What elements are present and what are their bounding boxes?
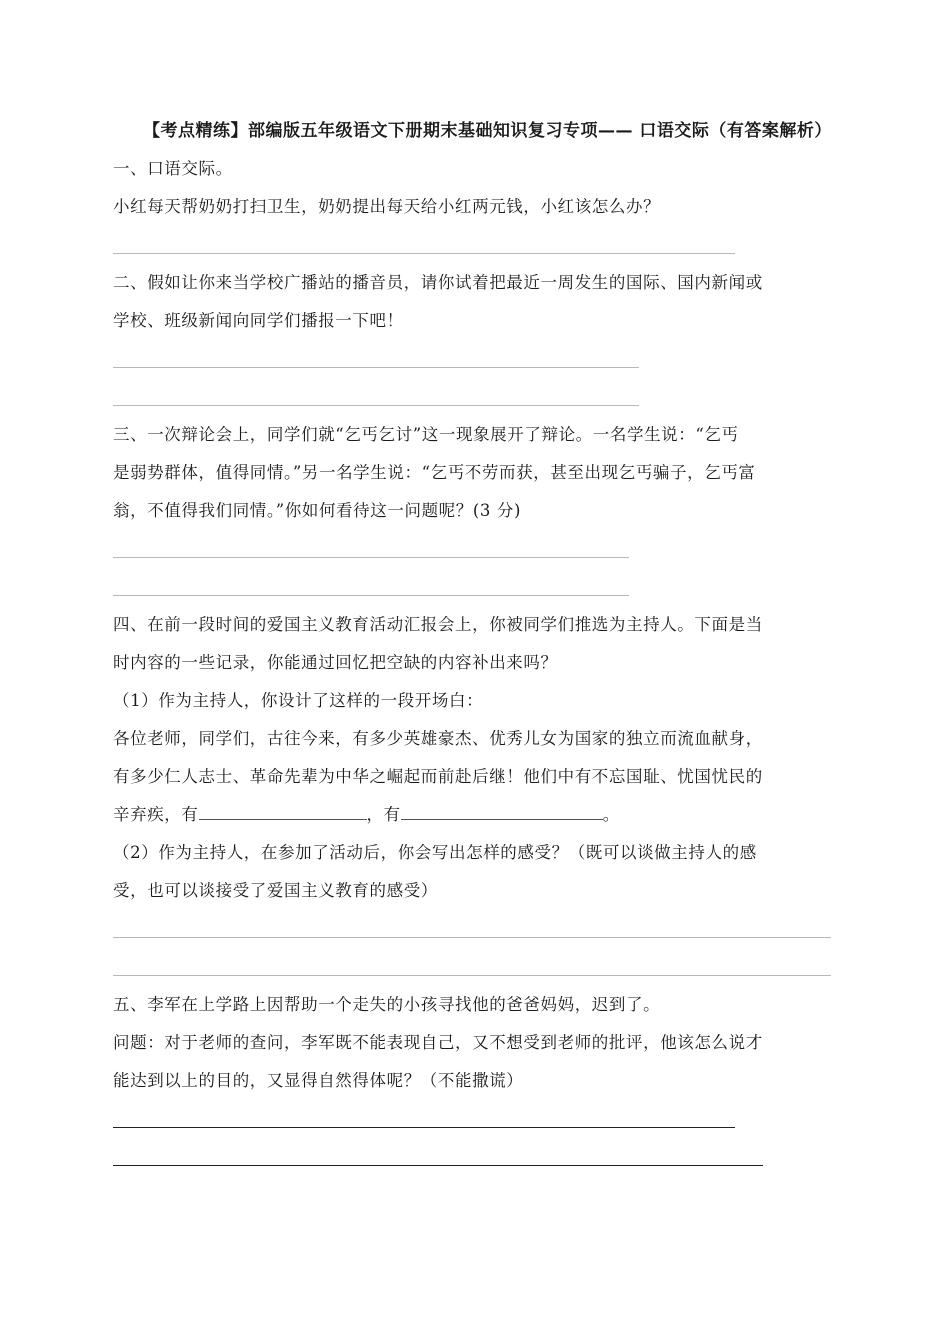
answer-line[interactable] (113, 226, 843, 264)
section-4-text: 四、在前一段时间的爱国主义教育活动汇报会上，你被同学们推选为主持人。下面是当 (113, 615, 763, 634)
fill-text: 辛弃疾，有 (113, 805, 199, 824)
section-5-text: 问题：对于老师的查问，李军既不能表现自己，又不想受到老师的批评，他该怎么说才 (113, 1033, 763, 1052)
answer-line[interactable] (113, 910, 843, 948)
answer-line[interactable] (113, 340, 843, 378)
section-2-text: 二、假如让你来当学校广播站的播音员，请你试着把最近一周发生的国际、国内新闻或 (113, 273, 763, 292)
section-4-subquestion-2: （2）作为主持人，在参加了活动后，你会写出怎样的感受？（既可以谈做主持人的感 (113, 843, 757, 862)
section-1-question: 小红每天帮奶奶打扫卫生，奶奶提出每天给小红两元钱，小红该怎么办？ (113, 197, 661, 216)
section-4-subquestion-2: 受，也可以谈接受了爱国主义教育的感受） (113, 881, 438, 900)
section-1-heading: 一、口语交际。 (113, 159, 233, 178)
answer-line[interactable] (113, 378, 843, 416)
answer-line[interactable] (113, 1100, 843, 1138)
fill-blank-1[interactable] (199, 801, 367, 820)
section-4-paragraph: 有多少仁人志士、革命先辈为中华之崛起而前赴后继！他们中有不忘国耻、忧国忧民的 (113, 767, 763, 786)
section-4-fill-in-line (113, 796, 843, 834)
section-3-text: 三、一次辩论会上，同学们就“乞丐乞讨”这一现象展开了辩论。一名学生说：“乞丐 (113, 425, 739, 444)
worksheet-page (113, 112, 843, 1176)
section-2-text: 学校、班级新闻向同学们播报一下吧！ (113, 311, 404, 330)
section-3-text: 是弱势群体，值得同情。”另一名学生说：“乞丐不劳而获，甚至出现乞丐骗子，乞丐富 (113, 463, 756, 482)
section-4-paragraph: 各位老师，同学们，古往今来，有多少英雄豪杰、优秀儿女为国家的独立而流血献身， (113, 729, 763, 748)
fill-blank-2[interactable] (401, 801, 603, 820)
fill-text: ，有 (366, 805, 401, 824)
section-3-text: 翁，不值得我们同情。”你如何看待这一问题呢？(3 分) (113, 501, 522, 520)
answer-line[interactable] (113, 530, 843, 568)
answer-line[interactable] (113, 568, 843, 606)
fill-text: 。 (602, 805, 620, 824)
section-5-text: 五、李军在上学路上因帮助一个走失的小孩寻找他的爸爸妈妈，迟到了。 (113, 995, 661, 1014)
section-5-text: 能达到以上的目的，又显得自然得体呢？（不能撒谎） (113, 1071, 524, 1090)
answer-line[interactable] (113, 948, 843, 986)
page-title: 【考点精练】部编版五年级语文下册期末基础知识复习专项—— 口语交际（有答案解析） (143, 121, 832, 141)
answer-line[interactable] (113, 1138, 843, 1176)
section-4-subquestion-1: （1）作为主持人，你设计了这样的一段开场白： (113, 691, 484, 710)
section-4-text: 时内容的一些记录，你能通过回忆把空缺的内容补出来吗？ (113, 653, 558, 672)
